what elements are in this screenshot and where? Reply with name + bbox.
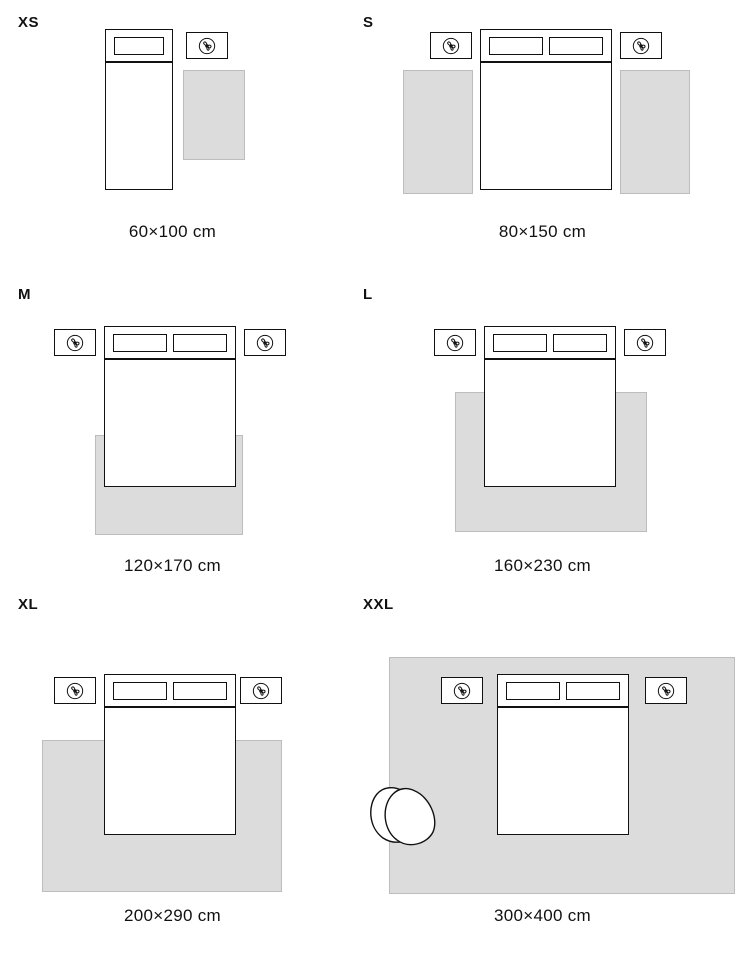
- nightstand-m-right: [244, 329, 286, 356]
- size-code-xs: XS: [18, 14, 40, 31]
- pillow-xl-left: [113, 682, 167, 700]
- nightstand-s-right: [620, 32, 662, 59]
- bed-xs: [105, 62, 173, 190]
- pillow-s-right: [549, 37, 603, 55]
- lamp-icon: [255, 333, 275, 353]
- dimension-l: 160×230 cm: [493, 556, 592, 575]
- size-code-l: L: [363, 286, 373, 303]
- diagram-xs: [0, 0, 345, 200]
- lamp-icon: [656, 681, 676, 701]
- pillow-l-left: [493, 334, 547, 352]
- bed-xl: [104, 707, 236, 835]
- lamp-icon: [197, 36, 217, 56]
- nightstand-xs-right: [186, 32, 228, 59]
- size-cell-m: [0, 272, 345, 590]
- rug-s-left: [403, 70, 473, 194]
- nightstand-xxl-left: [441, 677, 483, 704]
- nightstand-l-right: [624, 329, 666, 356]
- size-cell-xl: [0, 580, 345, 960]
- pillow-xs: [114, 37, 164, 55]
- size-cell-xxl: [345, 580, 740, 960]
- nightstand-xl-left: [54, 677, 96, 704]
- bed-m: [104, 359, 236, 487]
- armchair-icon: [365, 770, 475, 860]
- diagram-xxl: [345, 580, 740, 910]
- dimension-m: 120×170 cm: [123, 556, 222, 575]
- diagram-s: [345, 0, 740, 200]
- pillow-s-left: [489, 37, 543, 55]
- nightstand-m-left: [54, 329, 96, 356]
- bed-s: [480, 62, 612, 190]
- pillow-xl-right: [173, 682, 227, 700]
- size-code-xxl: XXL: [363, 596, 394, 613]
- dimension-xs: 60×100 cm: [128, 222, 217, 241]
- pillow-m-left: [113, 334, 167, 352]
- lamp-icon: [631, 36, 651, 56]
- dimension-s: 80×150 cm: [498, 222, 587, 241]
- lamp-icon: [452, 681, 472, 701]
- lamp-icon: [251, 681, 271, 701]
- size-cell-xs: [0, 0, 345, 260]
- rug-xs: [183, 70, 245, 160]
- size-cell-s: [345, 0, 740, 260]
- lamp-icon: [445, 333, 465, 353]
- nightstand-l-left: [434, 329, 476, 356]
- lamp-icon: [441, 36, 461, 56]
- nightstand-xxl-right: [645, 677, 687, 704]
- lamp-icon: [65, 681, 85, 701]
- diagram-l: [345, 272, 740, 532]
- nightstand-xl-right: [240, 677, 282, 704]
- rug-s-right: [620, 70, 690, 194]
- pillow-l-right: [553, 334, 607, 352]
- armchair-xxl: [365, 770, 475, 860]
- bed-l: [484, 359, 616, 487]
- diagram-xl: [0, 580, 345, 910]
- dimension-xxl: 300×400 cm: [493, 906, 592, 925]
- bed-xxl: [497, 707, 629, 835]
- size-code-s: S: [363, 14, 374, 31]
- pillow-xxl-right: [566, 682, 620, 700]
- size-cell-l: [345, 272, 740, 590]
- lamp-icon: [635, 333, 655, 353]
- dimension-xl: 200×290 cm: [123, 906, 222, 925]
- pillow-xxl-left: [506, 682, 560, 700]
- lamp-icon: [65, 333, 85, 353]
- size-code-xl: XL: [18, 596, 39, 613]
- size-code-m: M: [18, 286, 31, 303]
- pillow-m-right: [173, 334, 227, 352]
- diagram-m: [0, 272, 345, 532]
- nightstand-s-left: [430, 32, 472, 59]
